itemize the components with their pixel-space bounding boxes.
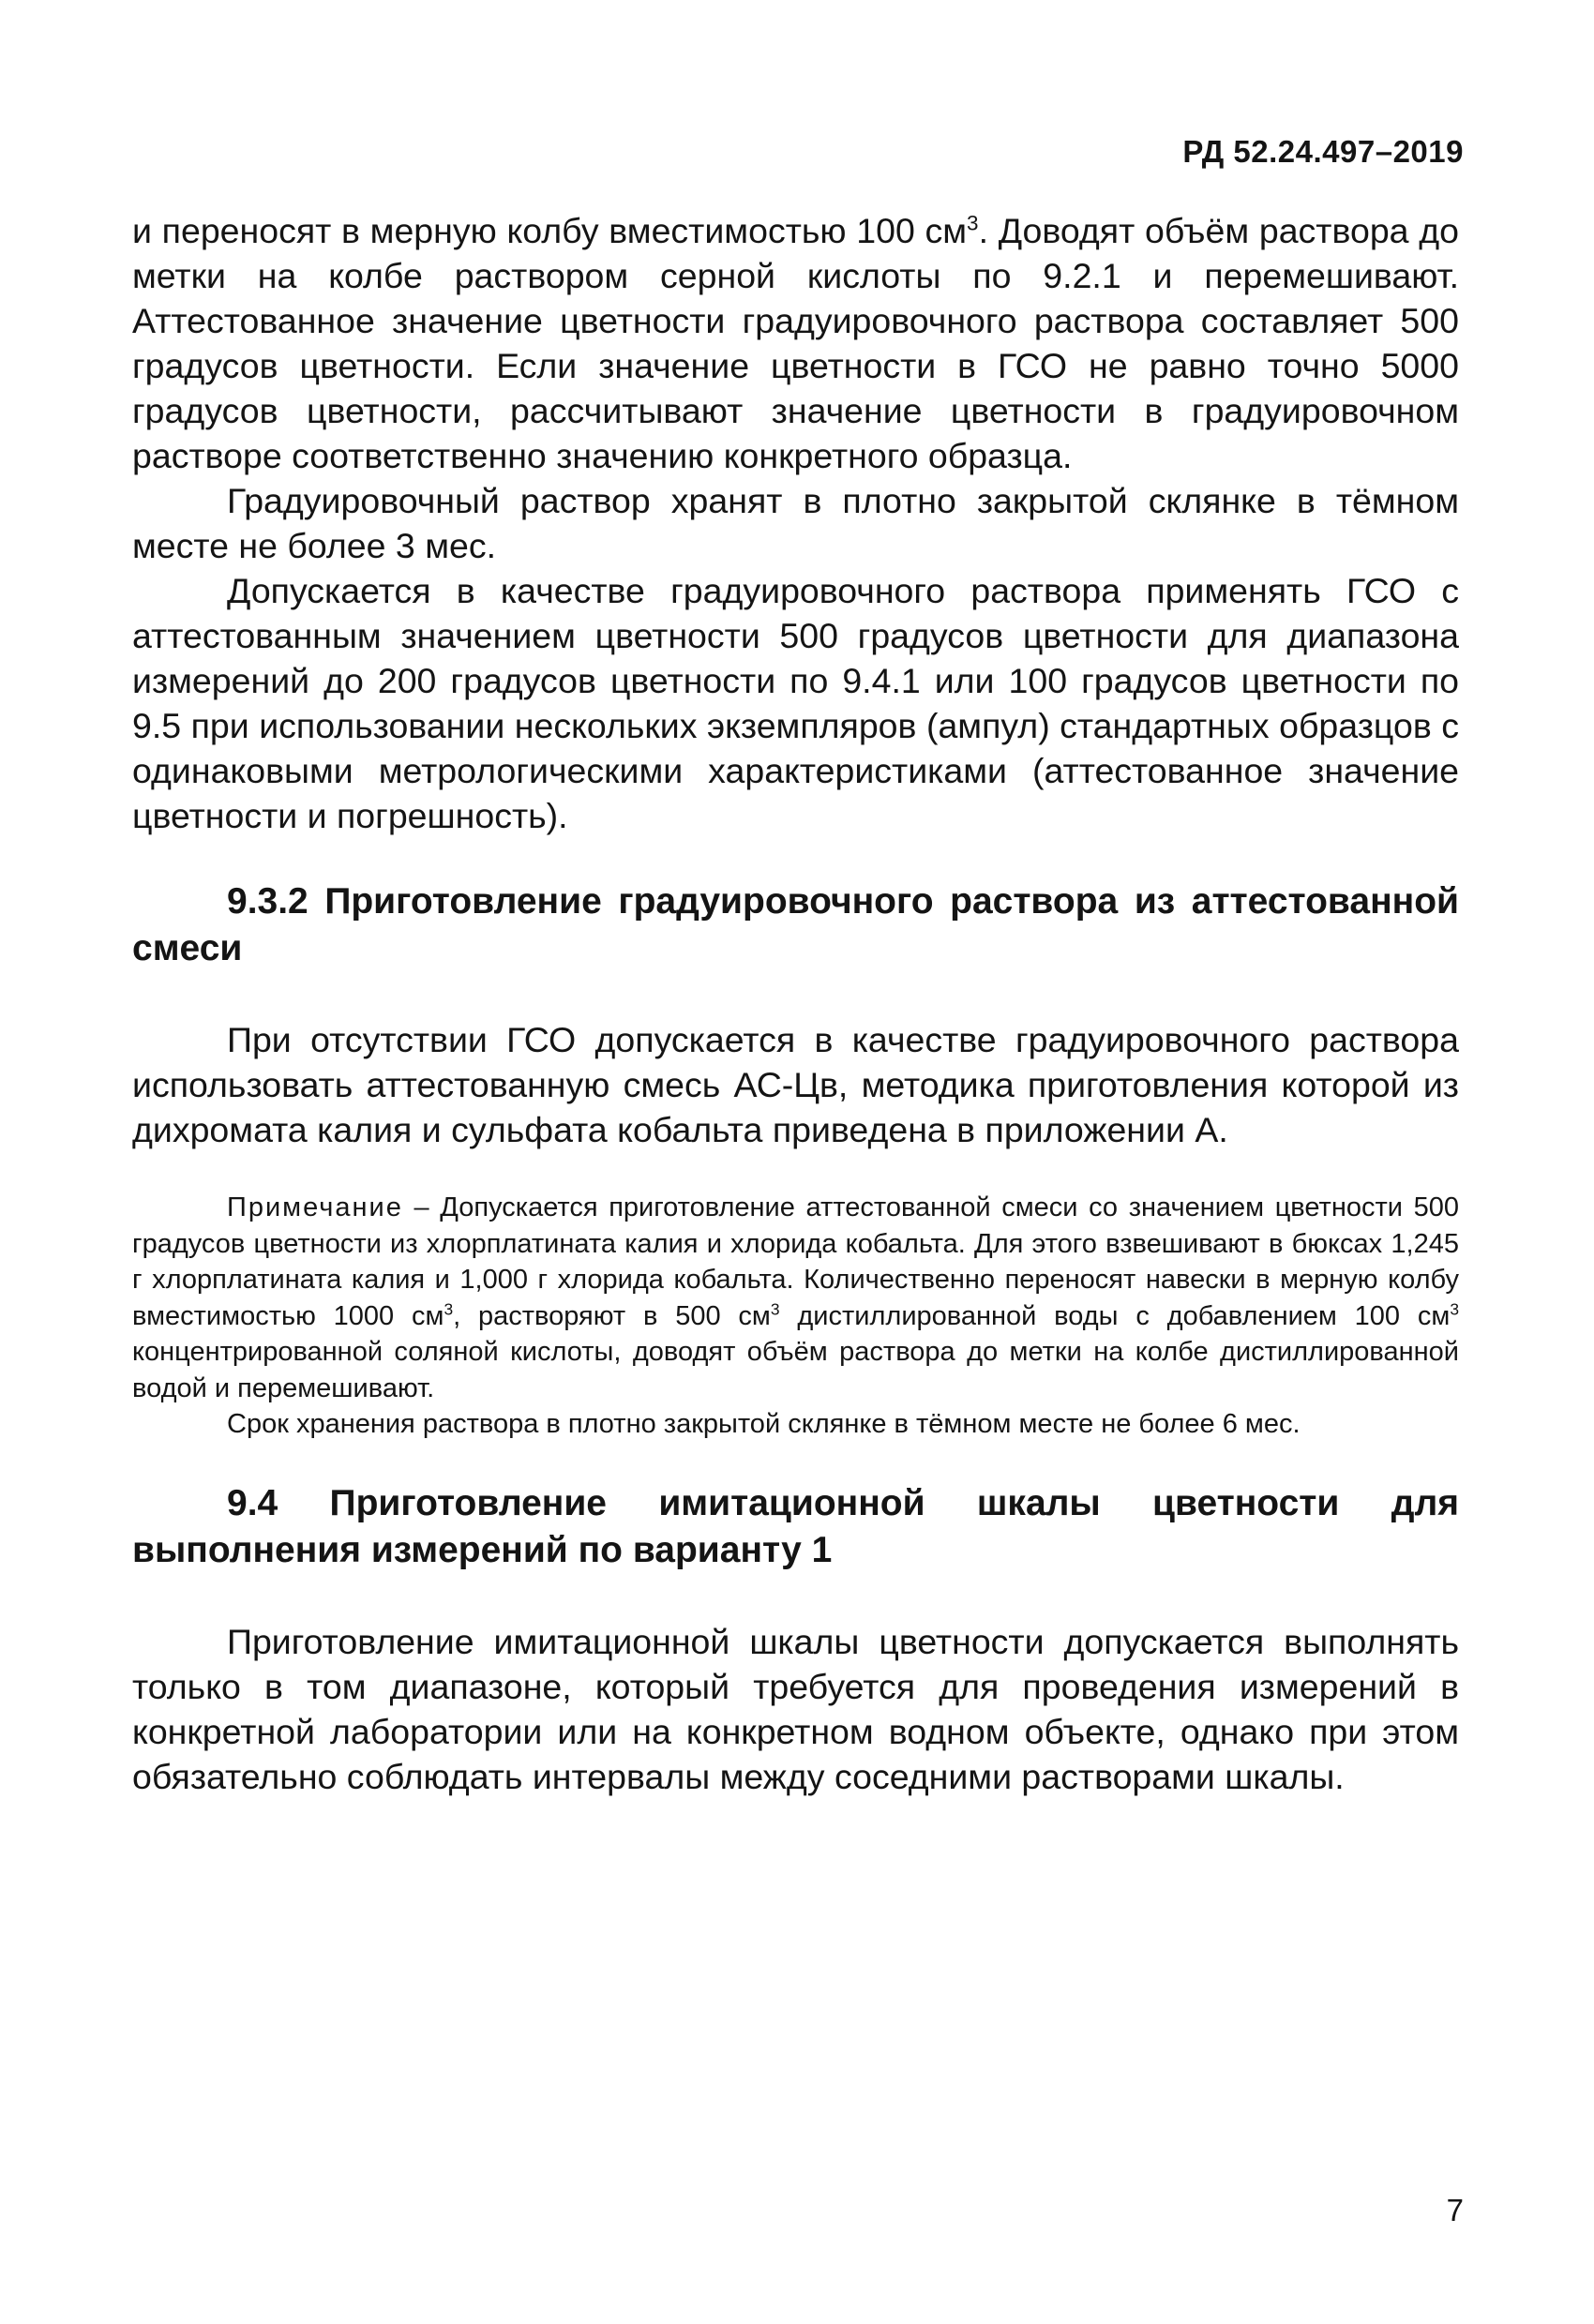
document-code: РД 52.24.497–2019 [1182,134,1464,169]
paragraph-text: и переносят в мерную колбу вместимостью 100 см [132,211,968,250]
note-text: , растворяют в 500 см [453,1300,771,1331]
page-content [132,208,1459,1799]
paragraph-text: . Доводят объём раствора до метки на колбе раствором серной кислоты по 9.2.1 и перемешивают. Аттестованное значение цветности градуировочного раствора составляет 500 градусов цветности. Если значение цветности в ГСО не равно точно 5000 градусов цветности, рассчитывают значение цветности в градуировочном растворе соответственно значению конкретного образца. [132,211,1459,475]
paragraph-certified-mixture: При отсутствии ГСО допускается в качестве градуировочного раствора использовать аттестованную смесь АС-Цв, методика приготовления которой из дихромата калия и сульфата кобальта приведена в приложении А. [132,1020,1459,1149]
note-text: концентрированной соляной кислоты, доводят объём раствора до метки на колбе дистиллированной водой и перемешивают. [132,1337,1459,1403]
page-number: 7 [1446,2193,1464,2227]
section-heading-9-4: 9.4 Приготовление имитационной шкалы цветности для выполнения измерений по варианту 1 [132,1482,1459,1570]
note-paragraph [132,1190,1459,1406]
note-label: Примечание [227,1192,403,1222]
section-heading-9-3-2: 9.3.2 Приготовление градуировочного раствора из аттестованной смеси [132,881,1459,968]
paragraph-gso-allowed: Допускается в качестве градуировочного раствора применять ГСО с аттестованным значением цветности 500 градусов цветности для диапазона измерений до 200 градусов цветности по 9.4.1 или 100 градусов цветности по 9.5 при использовании нескольких экземпляров (ампул) стандартных образцов с одинаковыми метрологическими характеристиками (аттестованное значение цветности и погрешность). [132,571,1459,835]
paragraph-storage: Градуировочный раствор хранят в плотно закрытой склянке в тёмном месте не более 3 мес. [132,481,1459,565]
note-text: дистиллированной воды с добавлением 100 см [779,1300,1451,1331]
superscript: 3 [770,1298,780,1318]
superscript: 3 [1450,1298,1459,1318]
note-text: – Допускается приготовление аттестованной смеси со значением цветности 500 градусов цветности из хлорплатината калия и хлорида кобальта. Для этого взвешивают в бюксах 1,245 г хлорплатината калия и 1,000 г хлорида кобальта. Количественно переносят навески в мерную колбу вместимостью 1000 см [132,1192,1459,1331]
superscript: 3 [444,1298,454,1318]
paragraph-volumetric-flask [132,208,1459,478]
superscript: 3 [967,211,979,235]
paragraph-imitation-scale: Приготовление имитационной шкалы цветности допускается выполнять только в том диапазоне, который требуется для проведения измерений в конкретной лаборатории или на конкретном водном объекте, однако при этом обязательно соблюдать интервалы между соседними растворами шкалы. [132,1621,1459,1796]
note-storage-period: Срок хранения раствора в плотно закрытой склянке в тёмном месте не более 6 мес. [227,1409,1301,1439]
